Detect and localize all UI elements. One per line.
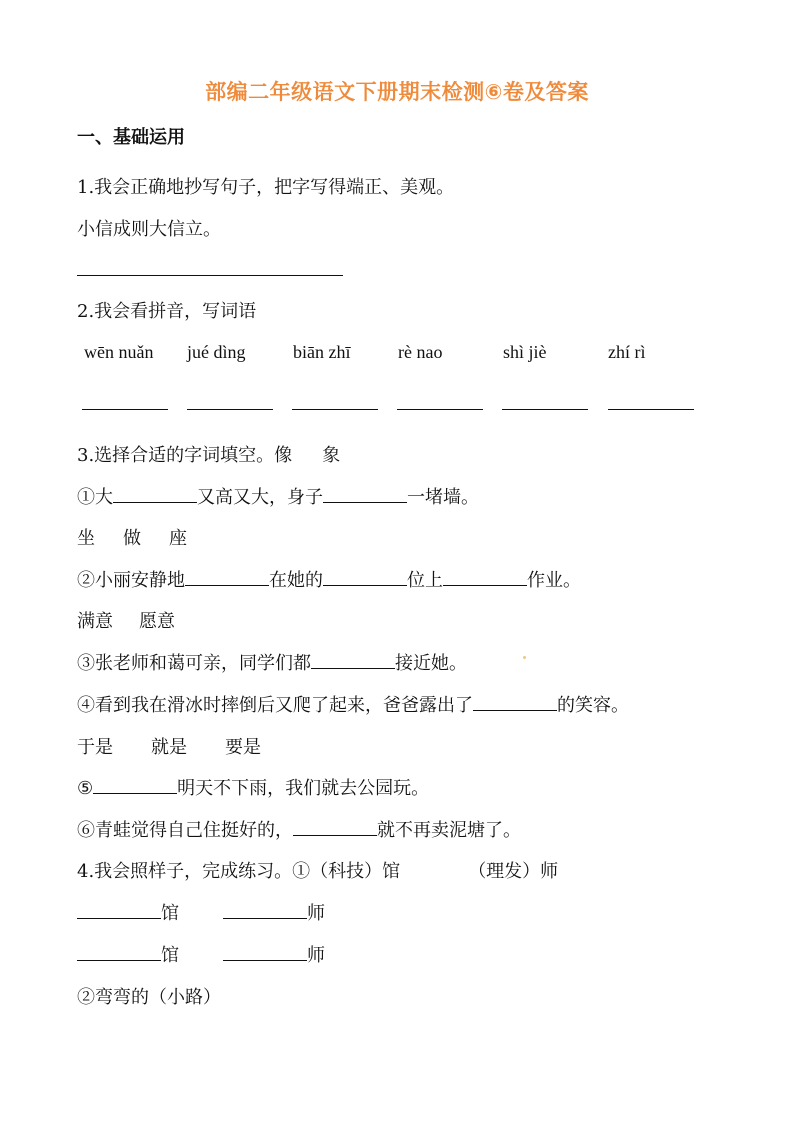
q3-s1-blank-1[interactable]: [113, 484, 197, 503]
q3-s6-text-b: 就不再卖泥塘了。: [377, 820, 521, 841]
q4-example-2: （理发）师: [468, 861, 559, 882]
section-heading: 一、基础运用: [77, 127, 185, 148]
option-manyi: 满意: [77, 611, 113, 632]
q4-guan-label-1: 馆: [161, 903, 179, 924]
q3-options-4: [77, 733, 261, 759]
q3-sentence-2: [77, 566, 581, 592]
q3-s4-text-b: 的笑容。: [557, 695, 629, 716]
pinyin-1: wēn nuǎn: [84, 342, 154, 362]
q3-s1-text-a: ①大: [77, 487, 113, 508]
pinyin-4: rè nao: [398, 342, 443, 362]
q4-part-2: ②弯弯的（小路）: [77, 987, 221, 1008]
q3-options-3: [77, 607, 175, 633]
q3-s1-blank-2[interactable]: [323, 484, 407, 503]
q3-prompt-line: [77, 441, 340, 467]
q3-s4-text-a: ④看到我在滑冰时摔倒后又爬了起来，爸爸露出了: [77, 695, 473, 716]
pinyin-blank-4[interactable]: [397, 409, 483, 410]
q4-prompt: 4.我会照样子，完成练习。①（科技）馆: [77, 861, 401, 882]
q3-sentence-3: [77, 649, 467, 675]
q3-s6-blank[interactable]: [293, 817, 377, 836]
q4-shi-label-1: 师: [307, 903, 325, 924]
q3-option-xiang: 象: [322, 445, 341, 466]
q4-shi-label-2: 师: [307, 945, 325, 966]
q3-s3-text-a: ③张老师和蔼可亲，同学们都: [77, 653, 311, 674]
option-zuo-2: 做: [123, 528, 141, 549]
option-yuanyi: 愿意: [139, 611, 175, 632]
q3-sentence-6: [77, 816, 521, 842]
q3-sentence-5: [77, 774, 429, 800]
q3-s2-blank-3[interactable]: [443, 567, 527, 586]
q3-prompt: 3.选择合适的字词填空。像: [77, 445, 293, 466]
q3-s5-blank[interactable]: [93, 775, 177, 794]
q3-options-2: [77, 524, 187, 550]
option-zuo-1: 坐: [77, 528, 95, 549]
q4-guan-label-2: 馆: [161, 945, 179, 966]
pinyin-blank-6[interactable]: [608, 409, 694, 410]
scan-speck: [523, 656, 526, 659]
q1-sentence: 小信成则大信立。: [77, 219, 221, 240]
q1-prompt: 1.我会正确地抄写句子，把字写得端正、美观。: [77, 177, 455, 198]
q3-s2-text-d: 作业。: [527, 570, 581, 591]
q3-s2-blank-2[interactable]: [323, 567, 407, 586]
q3-sentence-4: [77, 691, 629, 717]
q4-row-2: [77, 941, 325, 967]
q3-s5-text-b: 明天不下雨，我们就去公园玩。: [177, 778, 430, 799]
option-yushi: 于是: [77, 737, 113, 758]
pinyin-blank-3[interactable]: [292, 409, 378, 410]
q2-prompt: 2.我会看拼音，写词语: [77, 301, 257, 322]
q3-s3-text-b: 接近她。: [395, 653, 467, 674]
q3-s6-text-a: ⑥青蛙觉得自己住挺好的，: [77, 820, 293, 841]
pinyin-blank-5[interactable]: [502, 409, 588, 410]
q4-row-1: [77, 899, 325, 925]
q3-s5-text-a: ⑤: [77, 778, 94, 799]
q4-guan-blank-2[interactable]: [77, 942, 161, 961]
page-title: 部编二年级语文下册期末检测⑥卷及答案: [205, 80, 589, 104]
option-zuo-3: 座: [169, 528, 187, 549]
q3-s2-text-c: 位上: [407, 570, 443, 591]
q4-prompt-line: [77, 857, 558, 883]
q4-shi-blank-1[interactable]: [223, 900, 307, 919]
pinyin-3: biān zhī: [293, 342, 351, 362]
pinyin-blank-1[interactable]: [82, 409, 168, 410]
pinyin-5: shì jiè: [503, 342, 547, 362]
q3-s3-blank[interactable]: [311, 650, 395, 669]
q3-s4-blank[interactable]: [473, 692, 557, 711]
q3-s1-text-b: 又高又大，身子: [197, 487, 323, 508]
q3-sentence-1: [77, 483, 479, 509]
q3-s1-text-c: 一堵墙。: [407, 487, 479, 508]
option-jiushi: 就是: [151, 737, 187, 758]
pinyin-blank-2[interactable]: [187, 409, 273, 410]
q3-s2-blank-1[interactable]: [185, 567, 269, 586]
q4-shi-blank-2[interactable]: [223, 942, 307, 961]
q4-guan-blank-1[interactable]: [77, 900, 161, 919]
q1-answer-line[interactable]: [77, 275, 343, 276]
q3-s2-text-b: 在她的: [269, 570, 323, 591]
pinyin-6: zhí rì: [608, 342, 646, 362]
pinyin-2: jué dìng: [187, 342, 246, 362]
q3-s2-text-a: ②小丽安静地: [77, 570, 185, 591]
option-yaoshi: 要是: [225, 737, 261, 758]
